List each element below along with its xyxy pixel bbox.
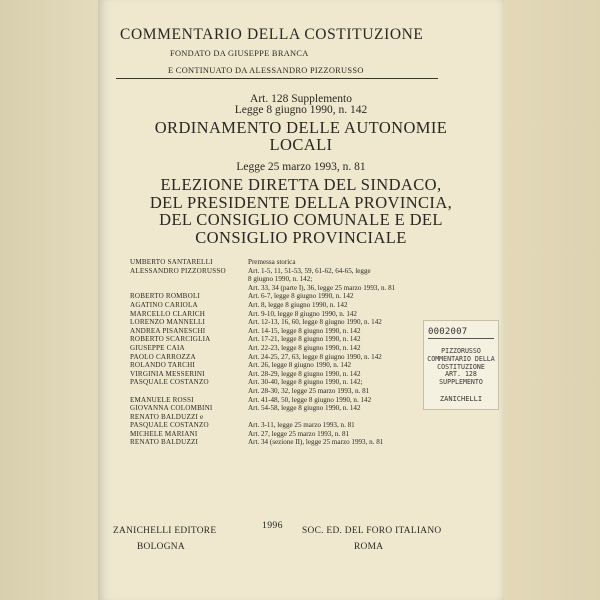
publisher-1: ZANICHELLI EDITORE (113, 526, 217, 536)
contributor-work: Art. 26, legge 8 giugno 1990, n. 142 (248, 361, 352, 370)
contributor-name: EMANUELE ROSSI (130, 395, 194, 404)
continued-line: E CONTINUATO DA ALESSANDRO PIZZORUSSO (168, 66, 364, 75)
contributor-row (130, 438, 450, 447)
book-edge-right (504, 0, 600, 600)
contributor-name: ALESSANDRO PIZZORUSSO (130, 266, 226, 275)
contributor-row (130, 430, 450, 439)
volume-heading-2 (98, 176, 504, 246)
contributor-work: Art. 1-5, 11, 51-53, 59, 61-62, 64-65, legge (248, 266, 371, 275)
contributor-row (130, 413, 450, 422)
contributor-row (130, 404, 450, 413)
heading2-line: DEL PRESIDENTE DELLA PROVINCIA, (149, 192, 453, 212)
contributor-name: ANDREA PISANESCHI (130, 326, 206, 335)
contributor-row (130, 258, 450, 267)
contributor-work: Art. 17-21, legge 8 giugno 1990, n. 142 (248, 335, 361, 344)
contributor-name: RENATO BALDUZZI e (130, 412, 204, 421)
contributor-row (130, 421, 450, 430)
contributor-work: Art. 33, 34 (parte I), 36, legge 25 marzo 1993, n. 81 (248, 283, 396, 292)
publisher-2-city: ROMA (354, 542, 384, 552)
contributor-name: PAOLO CARROZZA (130, 352, 196, 361)
heading1-line: LOCALI (269, 135, 333, 154)
publication-year: 1996 (262, 520, 283, 531)
contributor-row (130, 396, 450, 405)
series-title: COMMENTARIO DELLA COSTITUZIONE (120, 26, 424, 43)
contributor-row (130, 353, 450, 362)
contributor-work: Art. 27, legge 25 marzo 1993, n. 81 (248, 429, 350, 438)
contributor-name: GIOVANNA COLOMBINI (130, 404, 213, 413)
contributor-name: ROLANDO TARCHI (130, 361, 195, 370)
contributor-work: Premessa storica (248, 258, 296, 266)
contributor-work: Art. 8, legge 8 giugno 1990, n. 142 (248, 300, 348, 309)
contributor-work (248, 413, 450, 422)
library-label-sticker (423, 320, 499, 410)
heading2-line: DEL CONSIGLIO COMUNALE E DEL (159, 210, 443, 229)
law-line-2: Legge 25 marzo 1993, n. 81 (236, 161, 366, 173)
volume-heading-1 (98, 119, 504, 153)
publisher-1-city: BOLOGNA (137, 542, 185, 552)
contributor-row (130, 284, 450, 293)
label-line: PIZZORUSSO (441, 347, 481, 355)
contributor-name: AGATINO CARIOLA (130, 300, 198, 309)
contributor-name: RENATO BALDUZZI (130, 438, 199, 447)
heading1-line: ORDINAMENTO DELLE AUTONOMIE (154, 118, 448, 137)
heading2-line: ELEZIONE DIRETTA DEL SINDACO, (160, 175, 442, 194)
label-publisher: ZANICHELLI (439, 395, 483, 403)
contributor-work: Art. 12-13, 16, 60, legge 8 giugno 1990, n. 142 (248, 318, 382, 327)
contributor-work: Art. 34 (sezione II), legge 25 marzo 1993, n. 81 (248, 438, 384, 447)
contributor-work: Art. 41-48, 50, legge 8 giugno 1990, n. 142 (248, 395, 372, 404)
contributor-work: Art. 54-58, legge 8 giugno 1990, n. 142 (248, 404, 361, 413)
header-rule (116, 78, 438, 79)
contributor-name: MICHELE MARIANI (130, 429, 198, 438)
contributor-name: ROBERTO SCARCIGLIA (130, 335, 211, 344)
contributor-name (130, 275, 248, 284)
article-line: Art. 128 Supplemento (250, 93, 352, 105)
contributor-name: LORENZO MANNELLI (130, 318, 206, 327)
contributor-row (130, 318, 450, 327)
contributor-work: Art. 3-11, legge 25 marzo 1993, n. 81 (248, 421, 355, 430)
label-line: SUPPLEMENTO (439, 378, 483, 387)
contributor-row (130, 361, 450, 370)
label-text (426, 348, 496, 387)
contributor-work: Art. 28-30, 32, legge 25 marzo 1993, n. 81 (248, 386, 370, 395)
law-line-1: Legge 8 giugno 1990, n. 142 (234, 104, 368, 116)
contributor-work: Art. 6-7, legge 8 giugno 1990, n. 142 (248, 292, 354, 301)
contributors-list (130, 258, 450, 447)
book-edge-left (0, 0, 98, 600)
contributor-work: Art. 9-10, legge 8 giugno 1990, n. 142 (248, 309, 357, 318)
contributor-name (130, 387, 248, 396)
contributor-row (130, 387, 450, 396)
contributor-row (130, 370, 450, 379)
contributor-name: ROBERTO ROMBOLI (130, 292, 201, 301)
contributor-name: VIRGINIA MESSERINI (130, 369, 205, 378)
contributor-name: MARCELLO CLARICH (130, 309, 206, 318)
founder-line: FONDATO DA GIUSEPPE BRANCA (170, 49, 309, 58)
contributor-name: UMBERTO SANTARELLI (130, 258, 213, 266)
publisher-2: SOC. ED. DEL FORO ITALIANO (302, 526, 442, 536)
contributor-work: Art. 28-29, legge 8 giugno 1990, n. 142 (248, 369, 361, 378)
contributor-row (130, 267, 450, 276)
contributor-row (130, 327, 450, 336)
contributor-name: PASQUALE COSTANZO (130, 421, 209, 430)
contributor-row (130, 292, 450, 301)
heading2-line: CONSIGLIO PROVINCIALE (195, 227, 407, 247)
contributor-row (130, 335, 450, 344)
contributor-work: Art. 14-15, legge 8 giugno 1990, n. 142 (248, 326, 361, 335)
contributor-row (130, 344, 450, 353)
contributor-name: GIUSEPPE CAIA (130, 343, 185, 352)
contributor-work: Art. 30-40, legge 8 giugno 1990, n. 142; (248, 378, 363, 387)
contributor-row (130, 301, 450, 310)
label-line: ART. 128 (445, 370, 477, 379)
contributor-work: 8 giugno 1990, n. 142; (248, 275, 313, 284)
label-inventory-number: 0002007 (428, 327, 468, 337)
contributor-name: PASQUALE COSTANZO (130, 378, 209, 387)
contributor-row (130, 310, 450, 319)
contributor-name (130, 284, 248, 293)
contributor-row (130, 378, 450, 387)
contributor-work: Art. 22-23, legge 8 giugno 1990, n. 142 (248, 343, 361, 352)
contributor-row (130, 275, 450, 284)
label-line: COMMENTARIO DELLA (427, 354, 495, 363)
label-underline (428, 338, 494, 339)
label-line: COSTITUZIONE (437, 362, 485, 371)
contributor-work: Art. 24-25, 27, 63, legge 8 giugno 1990, n. 142 (248, 352, 382, 361)
